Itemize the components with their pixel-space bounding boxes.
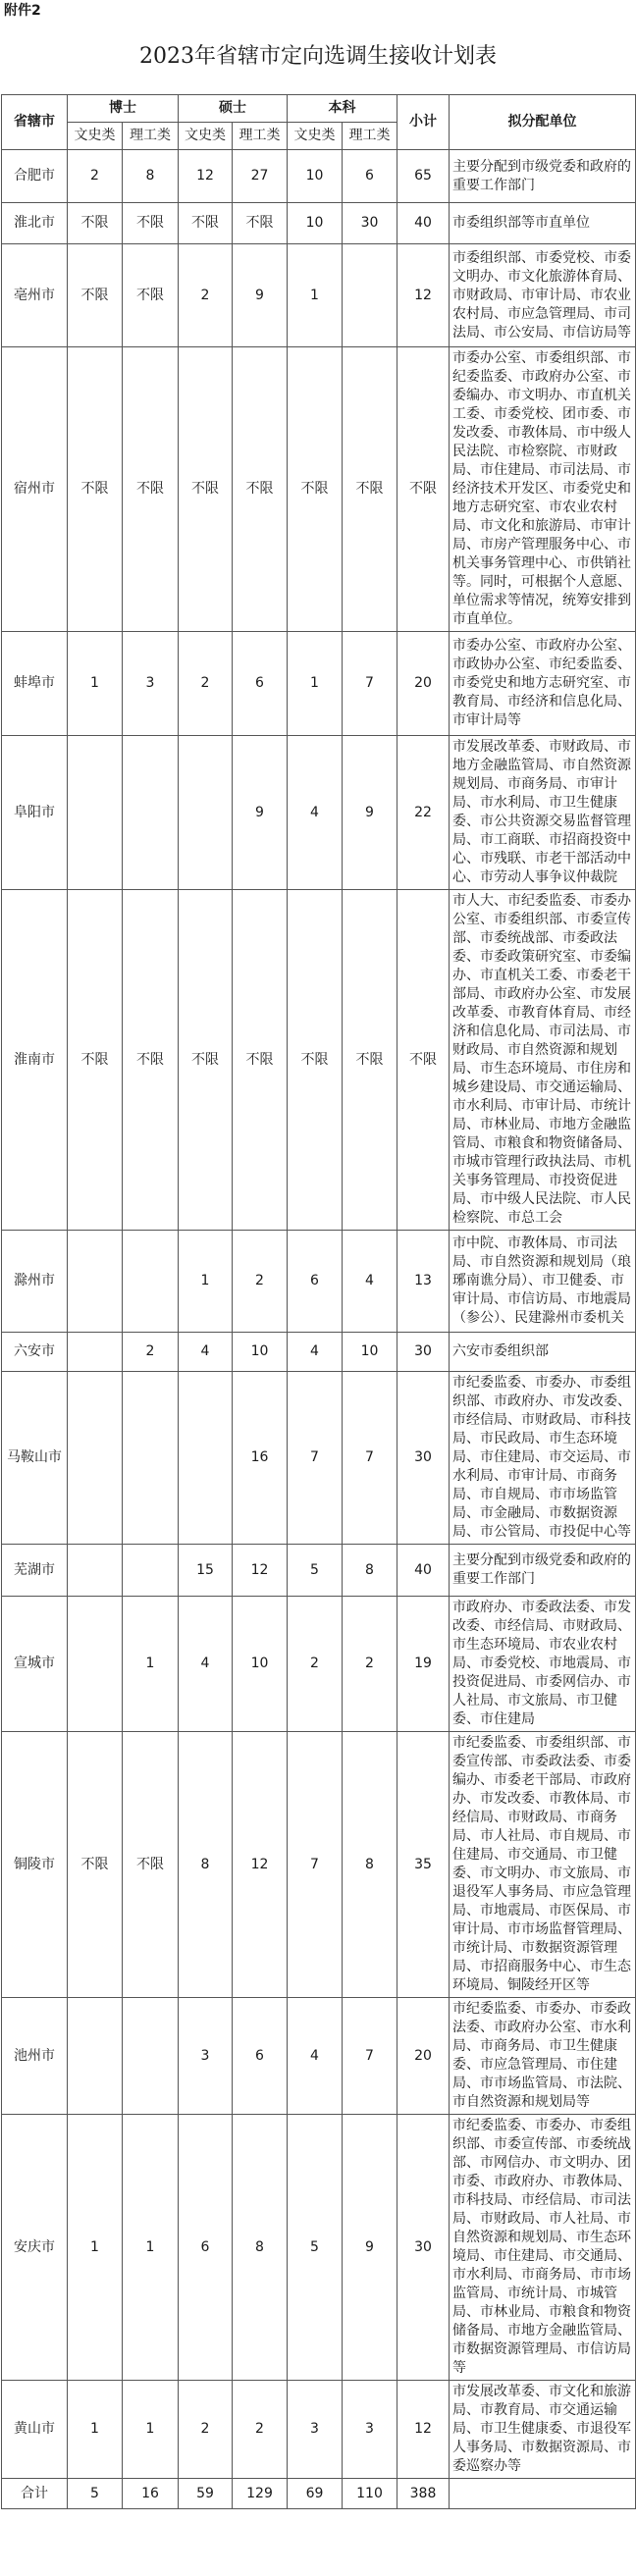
subtotal-cell: 388 [398,2479,450,2509]
master-liberal-cell: 2 [179,244,233,347]
master-liberal-cell [179,1372,233,1545]
units-cell: 市发展改革委、市财政局、市地方金融监管局、市自然资源规划局、市商务局、市审计局、市水利局、市卫生健康委、市公共资源交易监督管理局、市工商联、市招商投资中心、市残联、市老干部活动中心、市劳动人事争议仲裁院 [450,736,636,890]
units-cell: 市发展改革委、市文化和旅游局、市教育局、市交通运输局、市卫生健康委、市退役军人事务局、市数据资源局、市委巡察办等 [450,2381,636,2479]
units-cell: 市纪委监委、市委办、市委组织部、市政府办、市发改委、市经信局、市财政局、市科技局、市民政局、市生态环境局、市住建局、市交运局、市水利局、市审计局、市商务局、市自规局、市市场监管局、市金融局、市数据资源局、市公管局、市投促中心等 [450,1372,636,1545]
subtotal-cell: 19 [398,1597,450,1732]
table-row [2,1231,636,1333]
header-units: 拟分配单位 [450,95,636,150]
phd-liberal-cell: 1 [68,632,123,736]
master-liberal-cell: 2 [179,2381,233,2479]
city-cell: 宣城市 [2,1597,68,1732]
units-cell: 市纪委监委、市委办、市委组织部、市委宣传部、市委统战部、市网信办、市文明办、团市委、市政府办、市教体局、市科技局、市经信局、市司法局、市财政局、市人社局、市自然资源和规划局、市生态环境局、市住建局、市交通局、市水利局、市商务局、市市场监管局、市统计局、市城管局、市林业局、市粮食和物资储备局、市地方金融监管局、市数据资源管理局、市信访局等 [450,2115,636,2381]
units-cell: 市委办公室、市委组织部、市纪委监委、市政府办公室、市委编办、市文明办、市直机关工委、市委党校、团市委、市发改委、市教体局、市中级人民法院、市检察院、市财政局、市住建局、市司法局、市经济技术开发区、市委党史和地方志研究室、市农业农村局、市文化和旅游局、市审计局、市房产管理服务中心、市机关事务管理中心、市供销社等。同时，可根据个人意愿、单位需求等情况，统筹安排到市直单位。 [450,347,636,632]
master-liberal-cell: 6 [179,2115,233,2381]
header-bachelor-science: 理工类 [343,123,398,150]
bachelor-liberal-cell: 4 [288,1998,343,2115]
master-science-cell: 2 [233,2381,288,2479]
subtotal-cell: 13 [398,1231,450,1333]
phd-liberal-cell: 不限 [68,890,123,1231]
subtotal-cell: 22 [398,736,450,890]
table-row [2,203,636,244]
subtotal-cell: 不限 [398,890,450,1231]
phd-liberal-cell: 不限 [68,203,123,244]
master-science-cell: 9 [233,736,288,890]
phd-science-cell: 不限 [123,244,179,347]
bachelor-liberal-cell: 1 [288,632,343,736]
bachelor-liberal-cell: 69 [288,2479,343,2509]
phd-science-cell: 1 [123,1597,179,1732]
table-row [2,1545,636,1597]
phd-liberal-cell: 1 [68,2115,123,2381]
city-cell: 六安市 [2,1333,68,1372]
phd-science-cell: 不限 [123,203,179,244]
bachelor-science-cell: 7 [343,632,398,736]
phd-liberal-cell [68,1372,123,1545]
city-cell: 阜阳市 [2,736,68,890]
bachelor-liberal-cell: 6 [288,1231,343,1333]
header-bachelor-liberal: 文史类 [288,123,343,150]
bachelor-science-cell: 110 [343,2479,398,2509]
phd-science-cell: 不限 [123,347,179,632]
phd-science-cell: 不限 [123,890,179,1231]
bachelor-liberal-cell: 4 [288,1333,343,1372]
header-master-liberal: 文史类 [179,123,233,150]
bachelor-science-cell: 30 [343,203,398,244]
subtotal-cell: 65 [398,150,450,203]
table-row [2,2115,636,2381]
master-liberal-cell: 1 [179,1231,233,1333]
table-row [2,1597,636,1732]
city-cell: 合肥市 [2,150,68,203]
master-science-cell: 27 [233,150,288,203]
table-row [2,632,636,736]
page-title: 2023年省辖市定向选调生接收计划表 [139,44,497,69]
attachment-label: 附件2 [4,3,41,19]
bachelor-liberal-cell: 2 [288,1597,343,1732]
bachelor-science-cell: 9 [343,736,398,890]
city-cell: 宿州市 [2,347,68,632]
master-science-cell: 12 [233,1732,288,1998]
subtotal-cell: 40 [398,203,450,244]
bachelor-science-cell: 不限 [343,347,398,632]
phd-science-cell: 3 [123,632,179,736]
master-liberal-cell: 4 [179,1333,233,1372]
city-cell: 芜湖市 [2,1545,68,1597]
phd-science-cell: 2 [123,1333,179,1372]
units-cell: 市委组织部、市委党校、市委文明办、市文化旅游体育局、市财政局、市审计局、市农业农村局、市应急管理局、市司法局、市公安局、市信访局等 [450,244,636,347]
units-cell: 市委办公室、市政府办公室、市政协办公室、市纪委监委、市委党史和地方志研究室、市教育局、市经济和信息化局、市审计局等 [450,632,636,736]
phd-liberal-cell [68,1333,123,1372]
table-row [2,244,636,347]
units-cell: 市委组织部等市直单位 [450,203,636,244]
city-cell: 亳州市 [2,244,68,347]
master-liberal-cell: 不限 [179,890,233,1231]
master-science-cell: 6 [233,632,288,736]
bachelor-liberal-cell: 5 [288,2115,343,2381]
subtotal-cell: 20 [398,632,450,736]
city-cell: 淮北市 [2,203,68,244]
bachelor-science-cell: 4 [343,1231,398,1333]
subtotal-cell: 20 [398,1998,450,2115]
master-liberal-cell: 15 [179,1545,233,1597]
subtotal-cell: 35 [398,1732,450,1998]
subtotal-cell: 30 [398,1333,450,1372]
master-liberal-cell: 2 [179,632,233,736]
bachelor-science-cell: 7 [343,1998,398,2115]
bachelor-liberal-cell: 不限 [288,347,343,632]
units-cell [450,2479,636,2509]
bachelor-science-cell: 8 [343,1545,398,1597]
subtotal-cell: 不限 [398,347,450,632]
master-science-cell: 不限 [233,347,288,632]
units-cell: 主要分配到市级党委和政府的重要工作部门 [450,1545,636,1597]
master-liberal-cell: 不限 [179,203,233,244]
bachelor-liberal-cell: 3 [288,2381,343,2479]
units-cell: 主要分配到市级党委和政府的重要工作部门 [450,150,636,203]
table-row [2,1732,636,1998]
subtotal-cell: 12 [398,2381,450,2479]
header-phd: 博士 [68,95,179,123]
phd-liberal-cell [68,1597,123,1732]
phd-science-cell: 不限 [123,1732,179,1998]
bachelor-liberal-cell: 1 [288,244,343,347]
master-science-cell: 10 [233,1597,288,1732]
phd-liberal-cell: 不限 [68,1732,123,1998]
bachelor-liberal-cell: 7 [288,1372,343,1545]
table-row [2,150,636,203]
phd-liberal-cell [68,1998,123,2115]
subtotal-cell: 30 [398,2115,450,2381]
subtotal-cell: 30 [398,1372,450,1545]
master-science-cell: 16 [233,1372,288,1545]
table-row [2,2479,636,2509]
phd-science-cell: 1 [123,2381,179,2479]
master-liberal-cell: 3 [179,1998,233,2115]
city-cell: 合计 [2,2479,68,2509]
phd-science-cell [123,1231,179,1333]
phd-science-cell [123,1545,179,1597]
master-liberal-cell: 12 [179,150,233,203]
phd-liberal-cell: 5 [68,2479,123,2509]
bachelor-liberal-cell: 不限 [288,890,343,1231]
city-cell: 黄山市 [2,2381,68,2479]
table-row [2,347,636,632]
units-cell: 市政府办、市委政法委、市发改委、市经信局、市财政局、市生态环境局、市农业农村局、市委党校、市地震局、市投资促进局、市委网信办、市人社局、市文旅局、市卫健委、市住建局 [450,1597,636,1732]
master-liberal-cell: 59 [179,2479,233,2509]
master-liberal-cell: 4 [179,1597,233,1732]
bachelor-science-cell [343,244,398,347]
header-subtotal: 小计 [398,95,450,150]
phd-science-cell: 8 [123,150,179,203]
master-liberal-cell: 8 [179,1732,233,1998]
header-master: 硕士 [179,95,288,123]
bachelor-liberal-cell: 7 [288,1732,343,1998]
master-science-cell: 12 [233,1545,288,1597]
phd-liberal-cell: 不限 [68,347,123,632]
master-science-cell: 2 [233,1231,288,1333]
bachelor-liberal-cell: 5 [288,1545,343,1597]
phd-liberal-cell [68,736,123,890]
bachelor-science-cell: 7 [343,1372,398,1545]
table-row [2,1333,636,1372]
header-master-science: 理工类 [233,123,288,150]
phd-liberal-cell: 1 [68,2381,123,2479]
phd-liberal-cell: 不限 [68,244,123,347]
master-liberal-cell: 不限 [179,347,233,632]
bachelor-liberal-cell: 4 [288,736,343,890]
bachelor-liberal-cell: 10 [288,203,343,244]
master-liberal-cell [179,736,233,890]
phd-liberal-cell [68,1231,123,1333]
master-science-cell: 129 [233,2479,288,2509]
bachelor-liberal-cell: 10 [288,150,343,203]
master-science-cell: 9 [233,244,288,347]
city-cell: 铜陵市 [2,1732,68,1998]
table-row [2,890,636,1231]
bachelor-science-cell: 2 [343,1597,398,1732]
phd-science-cell [123,1372,179,1545]
phd-science-cell: 16 [123,2479,179,2509]
phd-liberal-cell: 2 [68,150,123,203]
header-phd-science: 理工类 [123,123,179,150]
phd-science-cell: 1 [123,2115,179,2381]
city-cell: 滁州市 [2,1231,68,1333]
city-cell: 蚌埠市 [2,632,68,736]
city-cell: 安庆市 [2,2115,68,2381]
units-cell: 市纪委监委、市委组织部、市委宣传部、市委政法委、市委编办、市委老干部局、市政府办、市发改委、市教体局、市经信局、市财政局、市商务局、市人社局、市自规局、市住建局、市交通局、市卫健委、市文明办、市文旅局、市退役军人事务局、市应急管理局、市地震局、市医保局、市审计局、市市场监督管理局、市统计局、市数据资源管理局、市招商服务中心、市生态环境局、铜陵经开区等 [450,1732,636,1998]
master-science-cell: 不限 [233,203,288,244]
plan-table-body [2,150,636,2509]
bachelor-science-cell: 8 [343,1732,398,1998]
table-row [2,1372,636,1545]
table-row [2,736,636,890]
phd-science-cell [123,1998,179,2115]
phd-science-cell [123,736,179,890]
bachelor-science-cell: 10 [343,1333,398,1372]
city-cell: 池州市 [2,1998,68,2115]
city-cell: 淮南市 [2,890,68,1231]
header-city: 省辖市 [2,95,68,150]
bachelor-science-cell: 不限 [343,890,398,1231]
bachelor-science-cell: 9 [343,2115,398,2381]
units-cell: 市人大、市纪委监委、市委办公室、市委组织部、市委宣传部、市委统战部、市委政法委、市委政策研究室、市委编办、市直机关工委、市委老干部局、市政府办公室、市发展改革委、市教育体育局、市经济和信息化局、市司法局、市财政局、市自然资源和规划局、市生态环境局、市住房和城乡建设局、市交通运输局、市水利局、市审计局、市统计局、市林业局、市地方金融监管局、市粮食和物资储备局、市城市管理行政执法局、市机关事务管理局、市投资促进局、市中级人民法院、市人民检察院、市总工会 [450,890,636,1231]
table-row [2,2381,636,2479]
plan-table [1,94,636,2509]
subtotal-cell: 12 [398,244,450,347]
header-phd-liberal: 文史类 [68,123,123,150]
master-science-cell: 8 [233,2115,288,2381]
table-row [2,1998,636,2115]
bachelor-science-cell: 6 [343,150,398,203]
units-cell: 市中院、市教体局、市司法局、市自然资源和规划局（琅琊南谯分局）、市卫健委、市审计局、市信访局、市地震局（参公）、民建滁州市委机关 [450,1231,636,1333]
phd-liberal-cell [68,1545,123,1597]
bachelor-science-cell: 3 [343,2381,398,2479]
units-cell: 六安市委组织部 [450,1333,636,1372]
master-science-cell: 不限 [233,890,288,1231]
header-bachelor: 本科 [288,95,398,123]
units-cell: 市纪委监委、市委办、市委政法委、市政府办公室、市水利局、市商务局、市卫生健康委、市应急管理局、市住建局、市市场监管局、市法院、市自然资源和规划局等 [450,1998,636,2115]
subtotal-cell: 40 [398,1545,450,1597]
city-cell: 马鞍山市 [2,1372,68,1545]
master-science-cell: 6 [233,1998,288,2115]
master-science-cell: 10 [233,1333,288,1372]
